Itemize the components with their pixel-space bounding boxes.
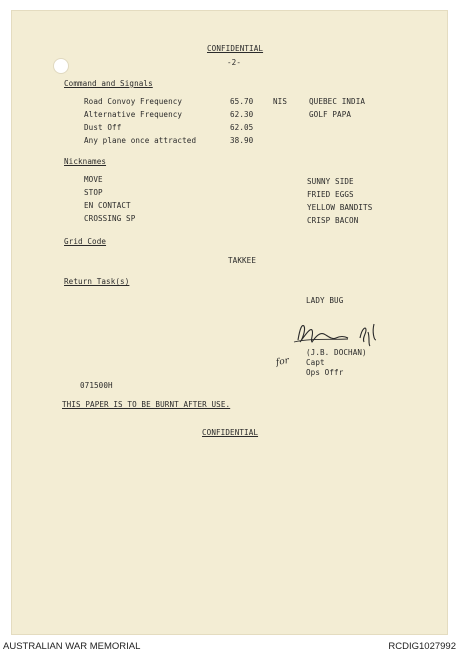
destruction-warning: THIS PAPER IS TO BE BURNT AFTER USE.	[62, 400, 231, 409]
frequency-label: Dust Off	[84, 123, 122, 132]
classification-header: CONFIDENTIAL	[207, 44, 264, 53]
nickname-value: FRIED EGGS	[307, 190, 354, 199]
frequency-callsign: GOLF PAPA	[309, 110, 352, 119]
return-task-value: LADY BUG	[306, 296, 344, 305]
nickname-term: STOP	[84, 188, 103, 197]
section-heading-return-task: Return Task(s)	[64, 277, 130, 286]
signatory-rank: Capt	[306, 358, 325, 367]
handwritten-signature	[290, 318, 390, 350]
frequency-value: 65.70	[230, 97, 254, 106]
section-heading-command-signals: Command and Signals	[64, 79, 153, 88]
signatory-name: (J.B. DOCHAN)	[306, 348, 367, 357]
nickname-value: YELLOW BANDITS	[307, 203, 373, 212]
signatory-role: Ops Offr	[306, 368, 344, 377]
date-time-group: 071500H	[80, 381, 113, 390]
nickname-term: MOVE	[84, 175, 103, 184]
nickname-value: SUNNY SIDE	[307, 177, 354, 186]
archive-footer	[0, 636, 459, 654]
section-heading-grid-code: Grid Code	[64, 237, 107, 246]
frequency-value: 62.05	[230, 123, 254, 132]
frequency-label: Alternative Frequency	[84, 110, 183, 119]
classification-footer: CONFIDENTIAL	[202, 428, 259, 437]
signature-annotation: for	[275, 355, 291, 369]
archive-name: AUSTRALIAN WAR MEMORIAL	[3, 641, 141, 652]
frequency-value: 62.30	[230, 110, 254, 119]
archive-reference: RCDIG1027992	[388, 641, 456, 652]
frequency-label: Road Convoy Frequency	[84, 97, 183, 106]
frequency-extra: NIS	[273, 97, 288, 106]
punch-hole	[53, 58, 69, 74]
section-heading-nicknames: Nicknames	[64, 157, 107, 166]
frequency-label: Any plane once attracted	[84, 136, 197, 145]
grid-code-value: TAKKEE	[228, 256, 257, 265]
nickname-term: EN CONTACT	[84, 201, 131, 210]
frequency-callsign: QUEBEC INDIA	[309, 97, 366, 106]
page-number: -2-	[227, 58, 242, 67]
frequency-value: 38.90	[230, 136, 254, 145]
nickname-term: CROSSING SP	[84, 214, 136, 223]
nickname-value: CRISP BACON	[307, 216, 359, 225]
